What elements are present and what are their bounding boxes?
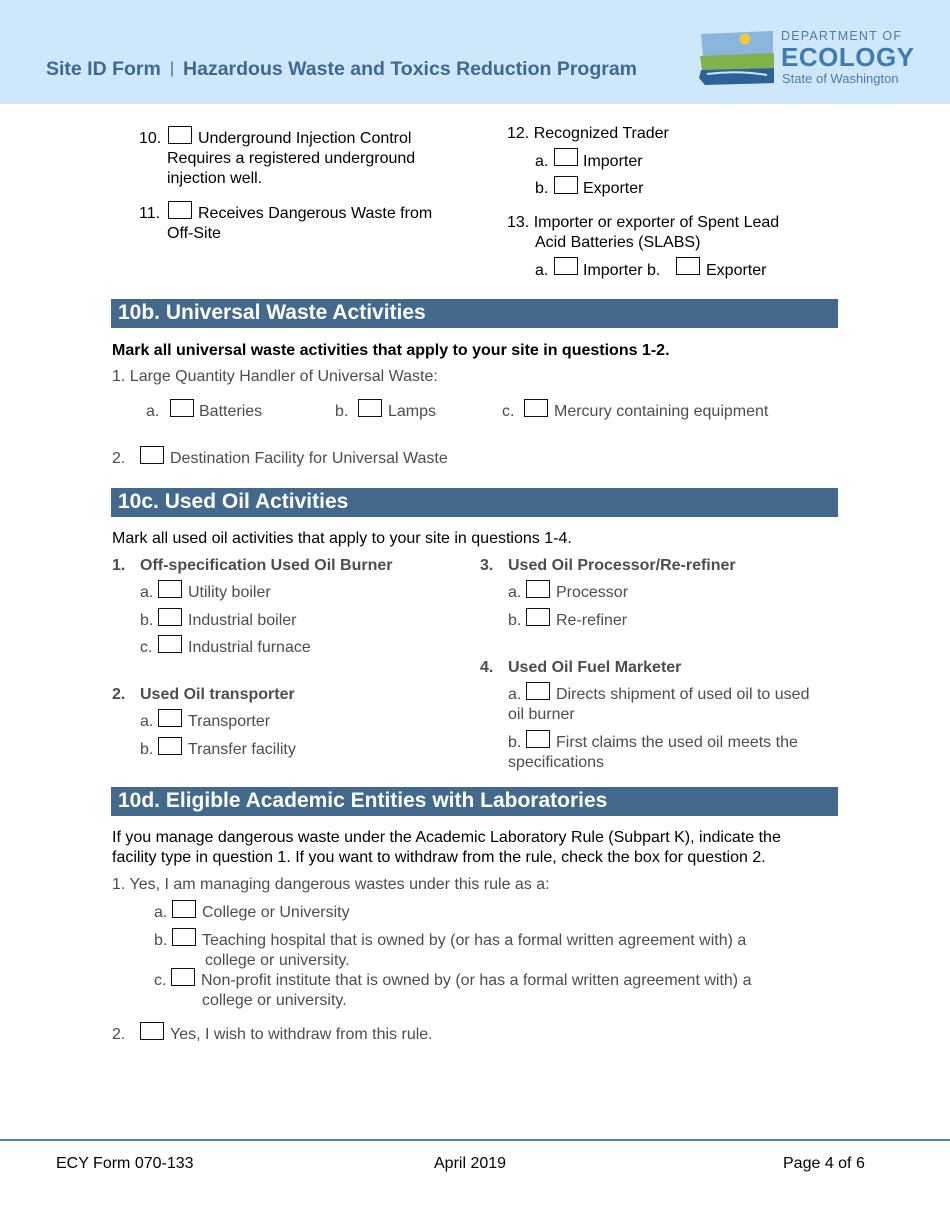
s10d-q1c-label-line1: Non-profit institute that is owned by (or has a formal written agreement with) a — [201, 972, 752, 989]
s10b-q1b-label: Lamps — [388, 403, 437, 420]
s10d-q1a-label: College or University — [202, 904, 350, 921]
s10c-q2a-label: Transporter — [188, 713, 271, 730]
page-header — [0, 0, 950, 104]
footer-date: April 2019 — [434, 1155, 507, 1172]
s10c-q4a-label-line2: oil burner — [508, 706, 575, 723]
s10d-q1c-checkbox[interactable] — [171, 968, 195, 986]
s10d-q1b-label-line1: Teaching hospital that is owned by (or has a formal written agreement with) a — [202, 932, 747, 949]
s10b-q1a-prefix: a. — [146, 403, 160, 420]
s10c-q2a-checkbox[interactable] — [158, 709, 182, 727]
s10c-q1c-prefix: c. — [140, 639, 153, 656]
s10c-q1a-label: Utility boiler — [188, 584, 271, 601]
section-10d-title: 10d. Eligible Academic Entities with Laboratories — [118, 789, 608, 812]
q11-label-line1: Receives Dangerous Waste from — [198, 205, 433, 222]
s10d-q1b-label-line2: college or university. — [205, 952, 350, 969]
s10d-q1c-label-line2: college or university. — [202, 992, 347, 1009]
s10c-q3-number: 3. — [480, 557, 494, 574]
s10c-q1b-label: Industrial boiler — [188, 612, 297, 629]
q13-label-line2: Acid Batteries (SLABS) — [535, 234, 701, 251]
s10c-q4b-checkbox[interactable] — [526, 730, 550, 748]
q12b-prefix: b. — [535, 180, 549, 197]
s10c-q3-title: Used Oil Processor/Re-refiner — [508, 557, 736, 574]
q10-number: 10. — [139, 130, 162, 147]
s10b-instruction: Mark all universal waste activities that apply to your site in questions 1-2. — [112, 342, 670, 359]
q11-label-line2: Off-Site — [167, 225, 221, 242]
s10c-instruction: Mark all used oil activities that apply to your site in questions 1-4. — [112, 530, 572, 547]
s10c-q2b-prefix: b. — [140, 741, 154, 758]
s10c-q1a-checkbox[interactable] — [158, 580, 182, 598]
q13a-label: Importer b. — [583, 262, 661, 279]
logo-state-text: State of Washington — [782, 71, 899, 86]
s10b-q2-number: 2. — [112, 450, 126, 467]
q11-checkbox[interactable] — [168, 201, 192, 219]
s10c-q4a-prefix: a. — [508, 686, 522, 703]
s10c-q3a-prefix: a. — [508, 584, 522, 601]
s10c-q4-title: Used Oil Fuel Marketer — [508, 659, 682, 676]
s10d-instruction-line1: If you manage dangerous waste under the Academic Laboratory Rule (Subpart K), indicate the — [112, 829, 781, 846]
q10-desc-line1: Requires a registered underground — [167, 150, 416, 167]
q12-label: 12. Recognized Trader — [507, 125, 669, 142]
s10b-q1a-label: Batteries — [199, 403, 263, 420]
washington-state-map-icon — [697, 28, 777, 90]
ecology-logo — [697, 28, 922, 90]
s10c-q4-number: 4. — [480, 659, 494, 676]
s10b-q1b-checkbox[interactable] — [358, 399, 382, 417]
s10c-q2-title: Used Oil transporter — [140, 686, 295, 703]
s10d-q1b-prefix: b. — [154, 932, 168, 949]
s10c-q1-number: 1. — [112, 557, 126, 574]
s10c-q1-title: Off-specification Used Oil Burner — [140, 557, 393, 574]
s10d-q2-label: Yes, I wish to withdraw from this rule. — [170, 1026, 433, 1043]
s10c-q4b-label-line2: specifications — [508, 754, 605, 771]
section-10d-header — [111, 787, 838, 816]
section-10c-header — [111, 488, 838, 517]
q12a-label: Importer — [583, 153, 643, 170]
logo-department-text: DEPARTMENT OF — [781, 29, 903, 43]
q12b-label: Exporter — [583, 180, 644, 197]
s10c-q1b-checkbox[interactable] — [158, 608, 182, 626]
q10-label: Underground Injection Control — [198, 130, 412, 147]
q13a-prefix: a. — [535, 262, 549, 279]
s10c-q2-number: 2. — [112, 686, 126, 703]
s10d-q2-checkbox[interactable] — [140, 1022, 164, 1040]
s10d-q1c-prefix: c. — [154, 972, 167, 989]
s10b-q2-label: Destination Facility for Universal Waste — [170, 450, 448, 467]
section-10b-header — [111, 299, 838, 328]
s10c-q3b-prefix: b. — [508, 612, 522, 629]
q13b-label: Exporter — [706, 262, 767, 279]
s10d-instruction-line2: facility type in question 1. If you want to withdraw from the rule, check the box for question 2. — [112, 849, 766, 866]
s10c-q1c-checkbox[interactable] — [158, 635, 182, 653]
q12a-checkbox[interactable] — [554, 148, 578, 166]
s10c-q3b-checkbox[interactable] — [526, 608, 550, 626]
q10-checkbox[interactable] — [168, 126, 192, 144]
q13-label-line1: 13. Importer or exporter of Spent Lead — [507, 214, 780, 231]
s10b-q1c-label: Mercury containing equipment — [554, 403, 769, 420]
q13b-checkbox[interactable] — [676, 257, 700, 275]
form-name: Site ID Form — [46, 58, 161, 80]
s10c-q1b-prefix: b. — [140, 612, 154, 629]
q11-number: 11. — [139, 205, 161, 222]
footer-form-number: ECY Form 070-133 — [56, 1155, 194, 1172]
s10b-q2-checkbox[interactable] — [140, 446, 164, 464]
s10c-q3b-label: Re-refiner — [556, 612, 628, 629]
s10d-q1a-checkbox[interactable] — [172, 900, 196, 918]
s10b-q1b-prefix: b. — [335, 403, 349, 420]
s10b-q1c-checkbox[interactable] — [524, 399, 548, 417]
q12b-checkbox[interactable] — [554, 176, 578, 194]
s10d-q1b-checkbox[interactable] — [172, 928, 196, 946]
s10d-q1a-prefix: a. — [154, 904, 168, 921]
q13a-checkbox[interactable] — [554, 257, 578, 275]
s10c-q3a-checkbox[interactable] — [526, 580, 550, 598]
footer-page-number: Page 4 of 6 — [783, 1155, 865, 1172]
s10b-q1a-checkbox[interactable] — [170, 399, 194, 417]
title-separator: | — [169, 60, 175, 77]
s10c-q4a-label-line1: Directs shipment of used oil to used — [556, 686, 810, 703]
section-10c-title: 10c. Used Oil Activities — [118, 490, 349, 513]
footer-rule — [0, 1139, 950, 1141]
s10c-q4b-label-line1: First claims the used oil meets the — [556, 734, 798, 751]
q12a-prefix: a. — [535, 153, 549, 170]
s10c-q1c-label: Industrial furnace — [188, 639, 311, 656]
header-title — [46, 58, 637, 81]
s10b-q1c-prefix: c. — [502, 403, 515, 420]
section-10b-title: 10b. Universal Waste Activities — [118, 301, 426, 324]
q10-desc-line2: injection well. — [167, 170, 263, 187]
s10c-q2b-checkbox[interactable] — [158, 737, 182, 755]
s10d-q1-label: 1. Yes, I am managing dangerous wastes under this rule as a: — [112, 876, 550, 893]
s10b-q1-label: 1. Large Quantity Handler of Universal Waste: — [112, 368, 438, 385]
s10c-q2b-label: Transfer facility — [188, 741, 296, 758]
s10c-q1a-prefix: a. — [140, 584, 154, 601]
s10c-q2a-prefix: a. — [140, 713, 154, 730]
s10d-q2-number: 2. — [112, 1026, 126, 1043]
s10c-q4b-prefix: b. — [508, 734, 522, 751]
s10c-q4a-checkbox[interactable] — [526, 682, 550, 700]
program-name: Hazardous Waste and Toxics Reduction Program — [183, 58, 638, 80]
s10c-q3a-label: Processor — [556, 584, 629, 601]
logo-ecology-text: ECOLOGY — [781, 42, 915, 72]
